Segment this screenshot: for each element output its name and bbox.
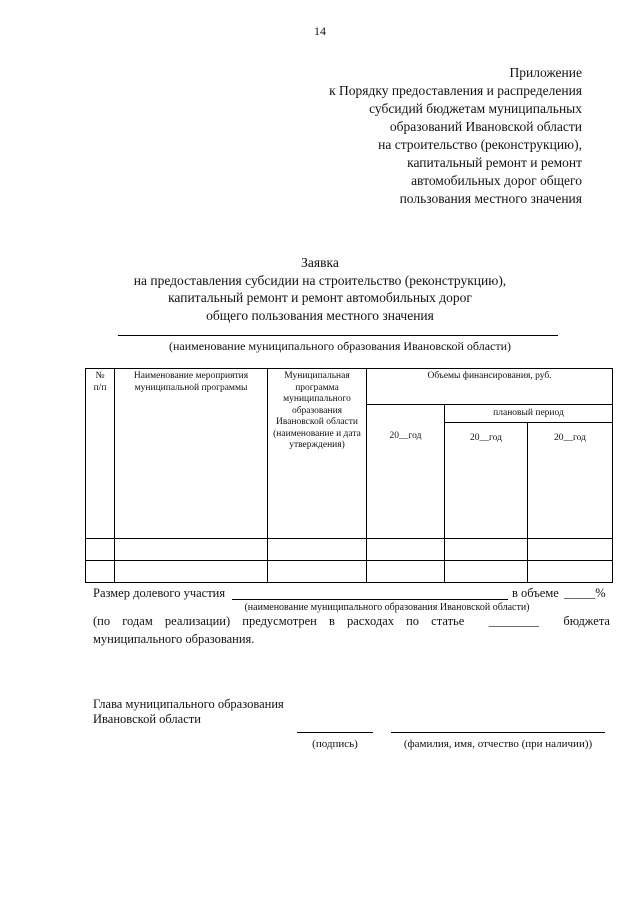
header-number: № п/п (86, 369, 115, 539)
share-line-2-left: (по годам реализации) предусмотрен в расходах по статье (93, 614, 465, 628)
document-title (80, 254, 560, 324)
table-cell[interactable] (115, 561, 268, 583)
head-title-line-1: Глава муниципального образования (93, 697, 284, 711)
title-line: капитальный ремонт и ремонт автомобильных дорог (168, 290, 472, 305)
header-year: 20__год (367, 405, 445, 539)
table-row (86, 561, 613, 583)
title-line: Заявка (301, 255, 339, 270)
table-cell[interactable] (268, 539, 367, 561)
municipality-caption: (наименование муниципального образования Ивановской области) (168, 339, 512, 353)
appendix-line: на строительство (реконструкцию), (378, 137, 582, 152)
appendix-line: автомобильных дорог общего (411, 173, 582, 188)
table-cell[interactable] (115, 539, 268, 561)
financing-table (85, 368, 613, 583)
appendix-line: к Порядку предоставления и распределения (329, 83, 582, 98)
table-cell[interactable] (445, 561, 528, 583)
appendix-line: пользования местного значения (399, 191, 582, 206)
table-cell[interactable] (367, 561, 445, 583)
signature-caption: (подпись) (312, 738, 358, 750)
article-blank[interactable]: ________ (488, 614, 539, 628)
title-line: на предоставления субсидии на строительство (реконструкцию), (133, 272, 507, 288)
header-plan-year-2: 20__год (528, 423, 613, 539)
appendix-block (329, 64, 582, 208)
share-label: Размер долевого участия (93, 586, 226, 600)
table-cell[interactable] (86, 561, 115, 583)
municipality-name-line (118, 335, 558, 336)
full-name-caption: (фамилия, имя, отчество (при наличии)) (403, 738, 593, 750)
header-plan-period: плановый период (445, 405, 613, 423)
share-percent[interactable]: _____% (564, 586, 606, 600)
table-cell[interactable] (528, 539, 613, 561)
share-volume-label: в объеме (512, 586, 559, 600)
header-plan-year-1: 20__год (445, 423, 528, 539)
appendix-line: Приложение (509, 65, 582, 80)
table-row (86, 539, 613, 561)
table-cell[interactable] (86, 539, 115, 561)
table-cell[interactable] (268, 561, 367, 583)
share-line-2 (93, 614, 610, 629)
share-line-3: муниципального образования. (93, 632, 255, 646)
head-title-line-2: Ивановской области (93, 712, 201, 726)
appendix-line: капитальный ремонт и ремонт (407, 155, 582, 170)
full-name-line[interactable] (391, 732, 605, 733)
title-line: общего пользования местного значения (206, 307, 434, 323)
share-caption: (наименование муниципального образования Ивановской области) (244, 602, 530, 613)
header-program: Муниципальная программа муниципального образования Ивановской области (наименование и дата утверждения) (268, 369, 367, 539)
header-financing: Объемы финансирования, руб. (367, 369, 613, 405)
signature-line[interactable] (297, 732, 373, 733)
share-line-2-right: бюджета (563, 614, 610, 628)
table-cell[interactable] (445, 539, 528, 561)
table-cell[interactable] (367, 539, 445, 561)
page-number: 14 (314, 24, 326, 38)
table-cell[interactable] (528, 561, 613, 583)
header-activity: Наименование мероприятия муниципальной программы (115, 369, 268, 539)
share-municipality-line[interactable] (232, 599, 508, 600)
appendix-line: субсидий бюджетам муниципальных (369, 101, 582, 116)
appendix-line: образований Ивановской области (389, 119, 582, 134)
